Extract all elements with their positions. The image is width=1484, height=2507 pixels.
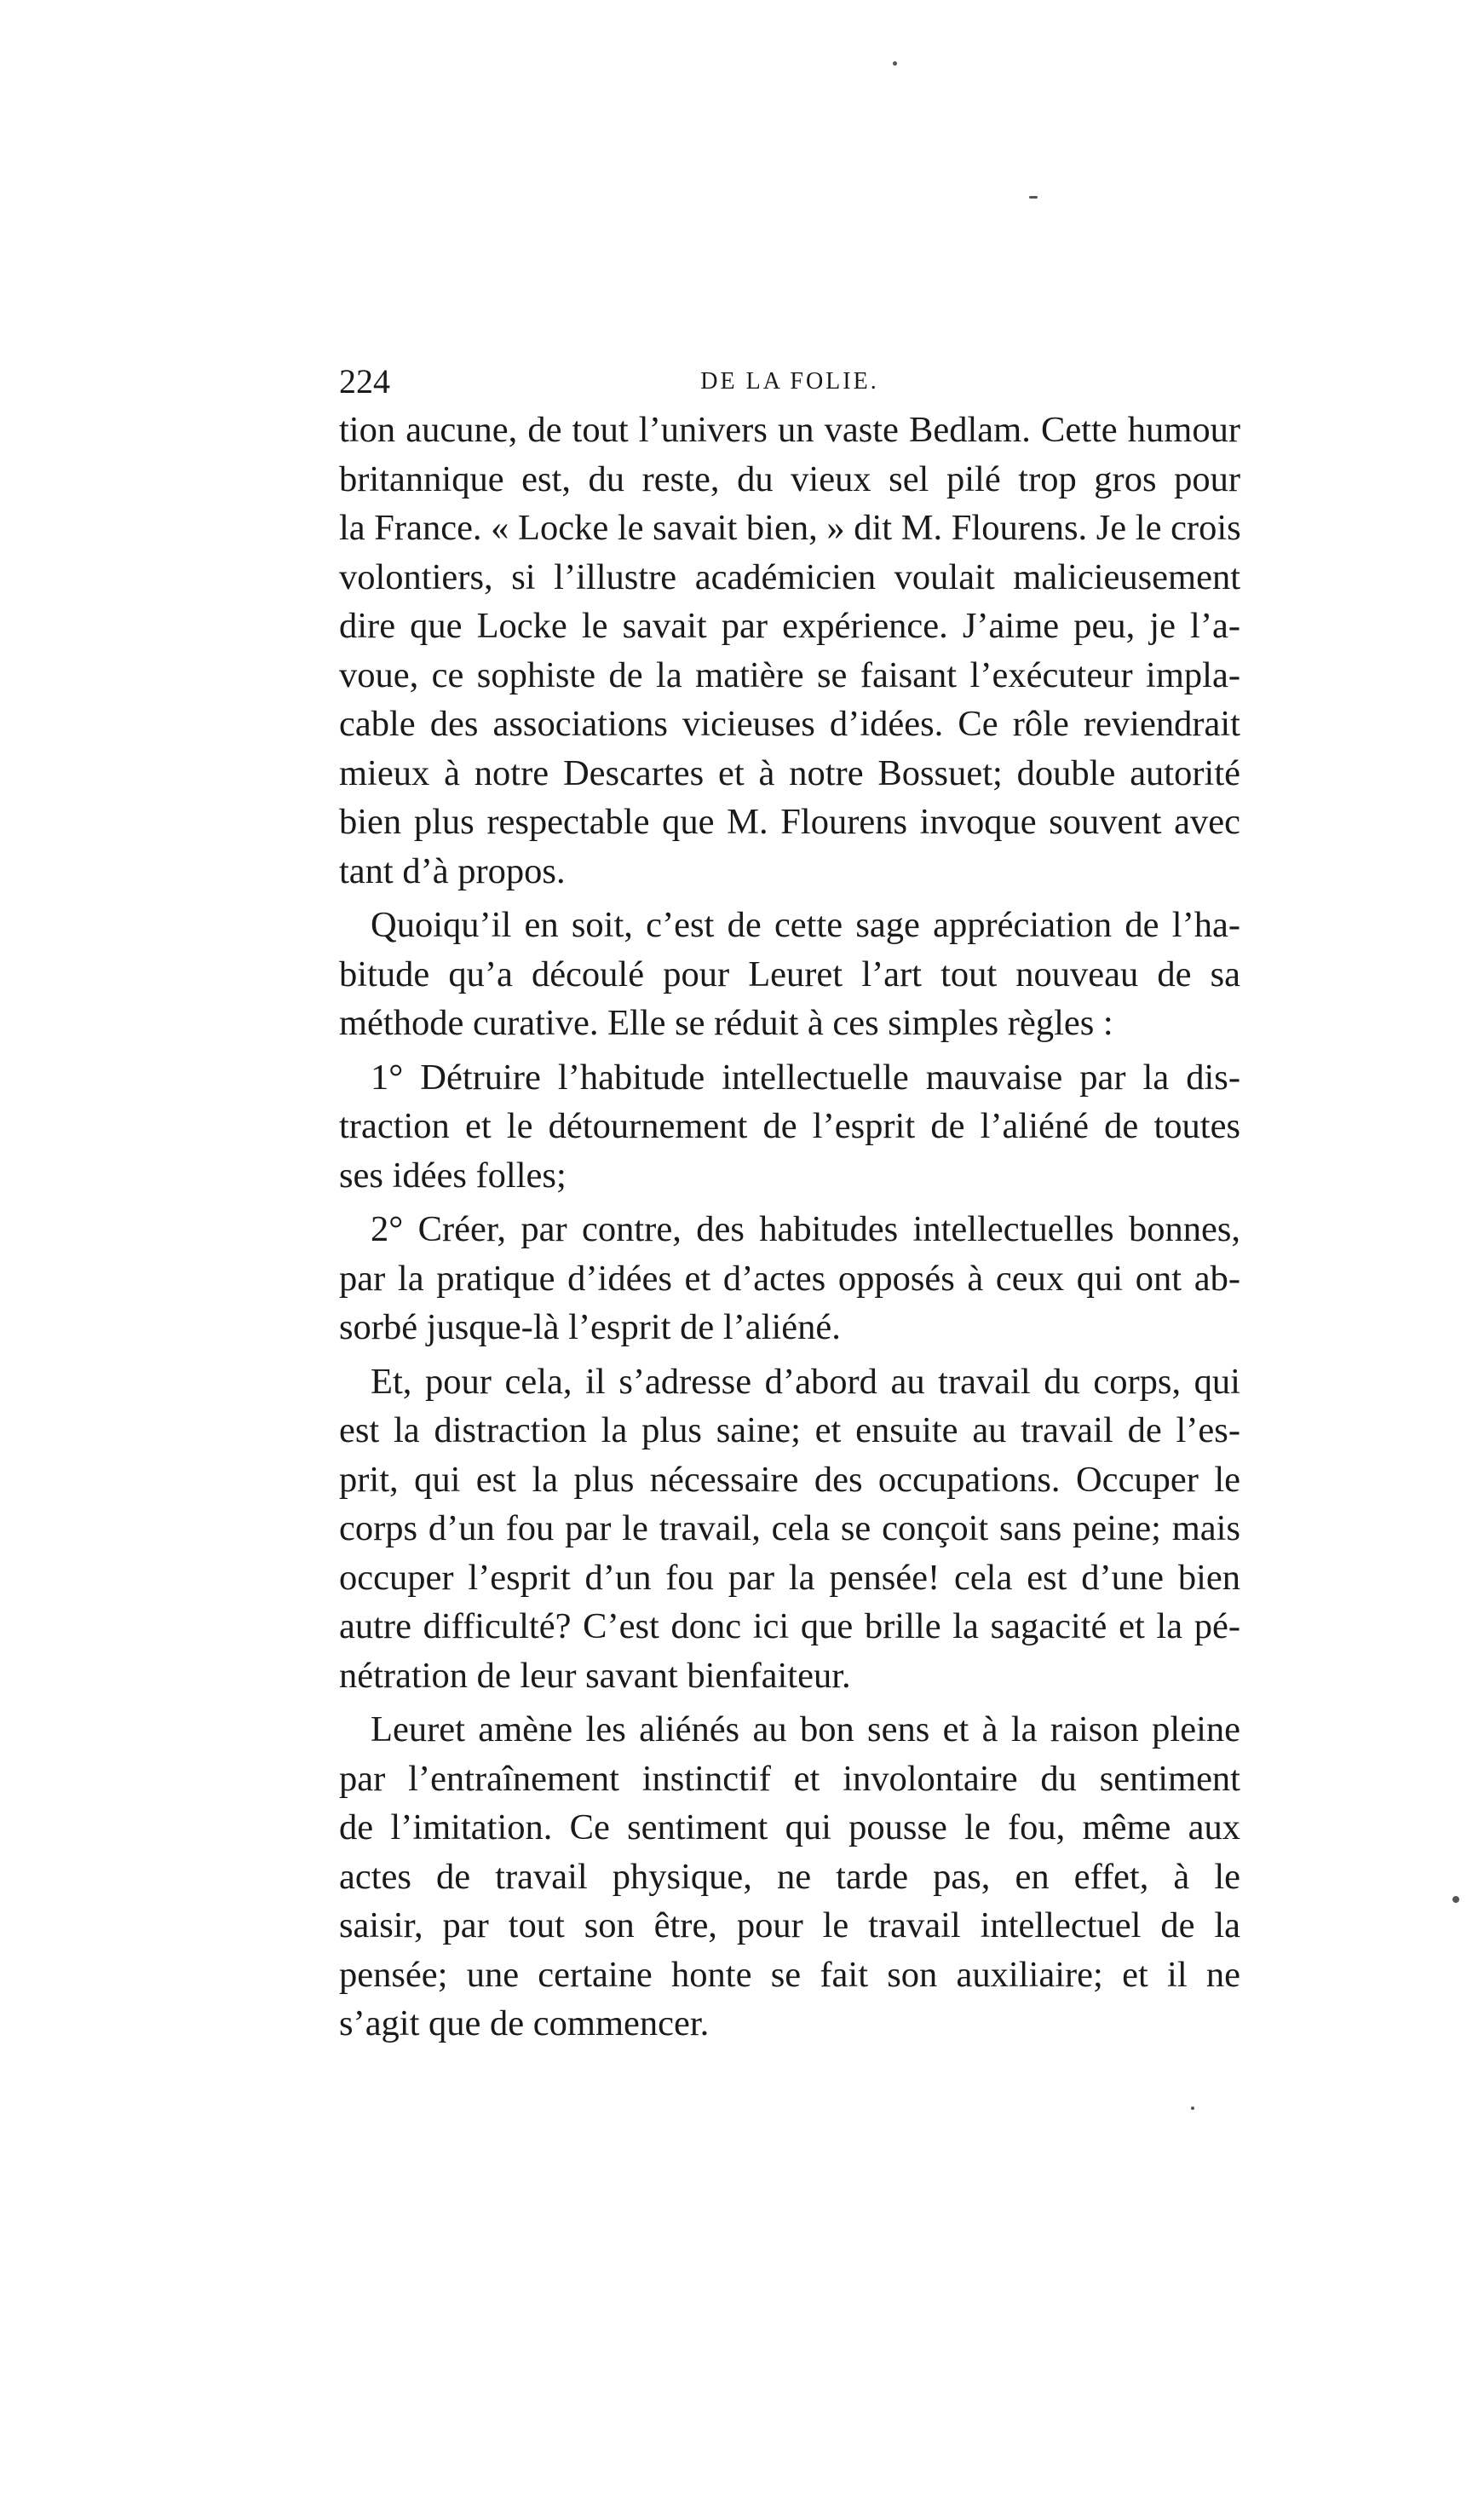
- text-line: tion aucune, de tout l’univers un vaste Bedlam. Cette humour: [339, 410, 1240, 450]
- text-line: nétration de leur savant bienfaiteur.: [339, 1655, 851, 1696]
- body-text: [339, 406, 1240, 2049]
- scan-speck: [1191, 2106, 1194, 2110]
- text-line: saisir, par tout son être, pour le travail intellectuel de la: [339, 1905, 1240, 1945]
- text-line: Leuret amène les aliénés au bon sens et à la raison pleine: [371, 1709, 1240, 1749]
- text-line: britannique est, du reste, du vieux sel pilé trop gros pour: [339, 458, 1240, 499]
- text-line: Et, pour cela, il s’adresse d’abord au travail du corps, qui: [371, 1361, 1240, 1402]
- text-line: 1° Détruire l’habitude intellectuelle mauvaise par la dis-: [371, 1057, 1240, 1098]
- text-line: Quoiqu’il en soit, c’est de cette sage appréciation de l’ha-: [371, 905, 1240, 945]
- text-line: actes de travail physique, ne tarde pas, en effet, à le: [339, 1856, 1240, 1897]
- text-line: méthode curative. Elle se réduit à ces simples règles :: [339, 1003, 1113, 1043]
- text-line: pensée; une certaine honte se fait son auxiliaire; et il ne: [339, 1954, 1240, 1995]
- text-line: prit, qui est la plus nécessaire des occupations. Occuper le: [339, 1459, 1240, 1500]
- page-number: 224: [339, 362, 390, 401]
- text-line: est la distraction la plus saine; et ensuite au travail de l’es-: [339, 1410, 1240, 1450]
- text-line: mieux à notre Descartes et à notre Bossuet; double autorité: [339, 752, 1240, 793]
- text-line: voue, ce sophiste de la matière se faisant l’exécuteur impla-: [339, 654, 1240, 695]
- scan-speck: [893, 61, 897, 66]
- text-line: bitude qu’a découlé pour Leuret l’art tout nouveau de sa: [339, 954, 1240, 994]
- page-header: [339, 356, 1240, 407]
- text-line: volontiers, si l’illustre académicien voulait malicieusement: [339, 556, 1240, 597]
- text-line: traction et le détournement de l’esprit de l’aliéné de toutes: [339, 1106, 1240, 1146]
- text-line: corps d’un fou par le travail, cela se conçoit sans peine; mais: [339, 1508, 1240, 1548]
- text-line: autre difficulté? C’est donc ici que brille la sagacité et la pé-: [339, 1606, 1240, 1646]
- text-line: par l’entraînement instinctif et involontaire du sentiment: [339, 1758, 1240, 1799]
- scan-speck: [1452, 1896, 1459, 1903]
- text-line: dire que Locke le savait par expérience. J’aime peu, je l’a-: [339, 606, 1240, 646]
- text-line: sorbé jusque-là l’esprit de l’aliéné.: [339, 1307, 841, 1347]
- text-line: occuper l’esprit d’un fou par la pensée! cela est d’une bien: [339, 1557, 1240, 1598]
- text-line: 2° Créer, par contre, des habitudes intellectuelles bonnes,: [371, 1209, 1240, 1249]
- text-line: ses idées folles;: [339, 1155, 567, 1196]
- text-line: cable des associations vicieuses d’idées. Ce rôle reviendrait: [339, 704, 1240, 744]
- running-head: DE LA FOLIE.: [700, 368, 879, 395]
- text-line: de l’imitation. Ce sentiment qui pousse le fou, même aux: [339, 1807, 1240, 1847]
- text-line: bien plus respectable que M. Flourens invoque souvent avec: [339, 802, 1240, 842]
- text-line: s’agit que de commencer.: [339, 2003, 710, 2043]
- text-line: tant d’à propos.: [339, 850, 566, 891]
- text-line: par la pratique d’idées et d’actes opposés à ceux qui ont ab-: [339, 1258, 1240, 1299]
- scan-speck: [1029, 196, 1038, 199]
- text-line: la France. « Locke le savait bien, » dit M. Flourens. Je le crois: [339, 508, 1241, 548]
